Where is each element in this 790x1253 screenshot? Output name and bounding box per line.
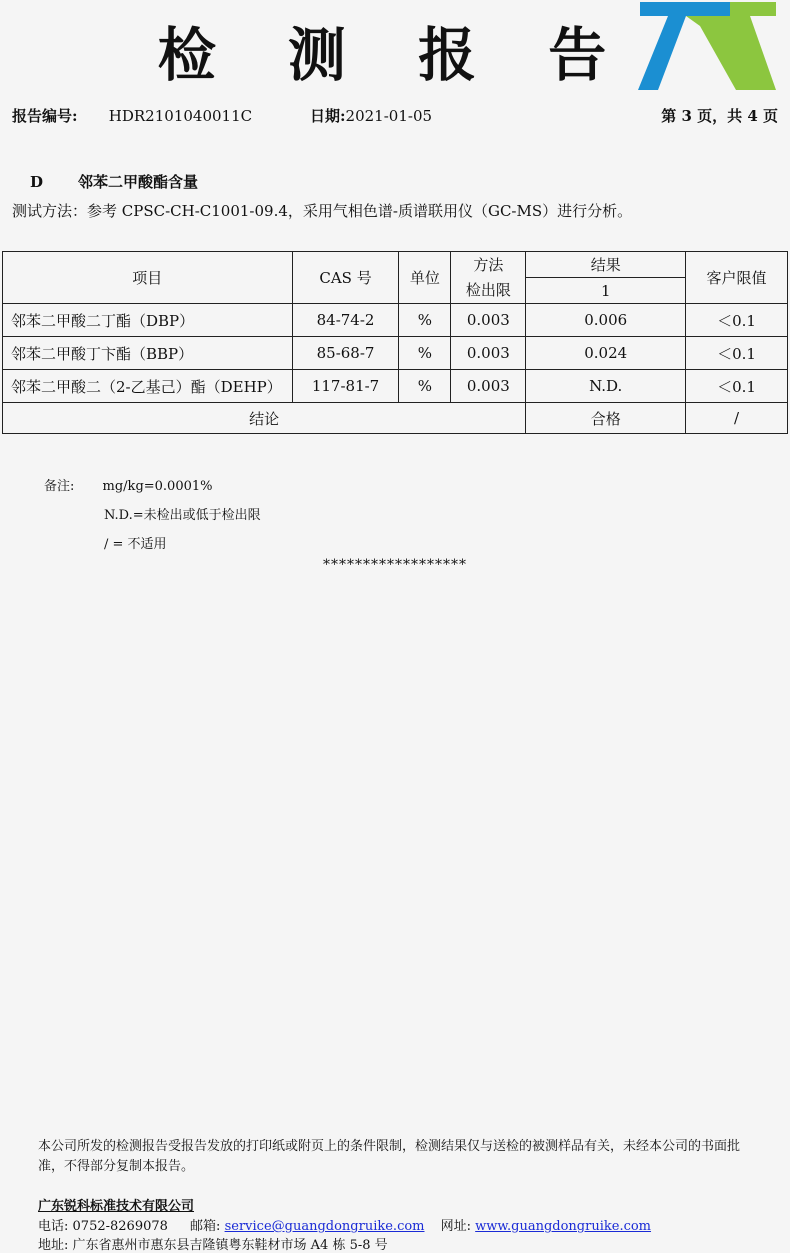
header-result-sample: 1 — [526, 278, 686, 304]
address-label: 地址: — [38, 1238, 69, 1253]
row-limit: ＜0.1 — [686, 304, 788, 337]
report-date — [310, 105, 432, 126]
row-limit: ＜0.1 — [686, 370, 788, 403]
row-mdl: 0.003 — [451, 304, 526, 337]
table-row — [3, 337, 788, 370]
row-result: N.D. — [526, 370, 686, 403]
conclusion-limit: / — [686, 403, 788, 434]
results-table — [2, 251, 788, 434]
report-number — [12, 105, 252, 126]
test-method: 测试方法：参考 CPSC-CH-C1001-09.4，采用气相色谱-质谱联用仪（GC-MS）进行分析。 — [12, 202, 633, 220]
note-line-2: N.D.=未检出或低于检出限 — [104, 508, 261, 523]
row-mdl: 0.003 — [451, 337, 526, 370]
phone-label: 电话: — [38, 1219, 69, 1234]
section-title: 邻苯二甲酸酯含量 — [78, 173, 199, 191]
report-date-value: 2021-01-05 — [345, 107, 433, 125]
row-result: 0.024 — [526, 337, 686, 370]
company-logo — [638, 0, 778, 92]
conclusion-result: 合格 — [526, 403, 686, 434]
note-line-1: mg/kg=0.0001% — [102, 479, 213, 494]
address-line — [38, 1234, 388, 1253]
row-result: 0.006 — [526, 304, 686, 337]
website-link[interactable]: www.guangdongruike.com — [475, 1219, 652, 1234]
row-mdl: 0.003 — [451, 370, 526, 403]
email-label: 邮箱: — [190, 1219, 221, 1234]
table-row — [3, 304, 788, 337]
notes-first-line — [44, 472, 261, 501]
notes — [44, 472, 261, 559]
conclusion-row — [3, 403, 788, 434]
end-marker: ****************** — [323, 557, 467, 573]
contact-line — [38, 1215, 651, 1234]
web-label: 网址: — [440, 1219, 472, 1234]
disclaimer: 本公司所发的检测报告受报告发放的打印纸或附页上的条件限制，检测结果仅与送检的被测样品有关，未经本公司的书面批准，不得部分复制本报告。 — [38, 1139, 741, 1174]
row-item: 邻苯二甲酸二（2-乙基己）酯（DEHP） — [3, 370, 293, 403]
row-item: 邻苯二甲酸丁卞酯（BBP） — [3, 337, 293, 370]
report-date-label: 日期: — [310, 107, 346, 125]
note-line-3: / = 不适用 — [104, 537, 167, 552]
header-cas: CAS 号 — [292, 252, 399, 304]
header-result: 结果 — [526, 252, 686, 278]
row-item: 邻苯二甲酸二丁酯（DBP） — [3, 304, 293, 337]
report-number-value: HDR2101040011C — [108, 107, 253, 125]
row-unit: % — [399, 337, 451, 370]
table-row — [3, 370, 788, 403]
section-heading — [30, 171, 198, 192]
header-item: 项目 — [3, 252, 293, 304]
header-limit: 客户限值 — [686, 252, 788, 304]
row-unit: % — [399, 370, 451, 403]
row-cas: 84-74-2 — [292, 304, 399, 337]
row-cas: 117-81-7 — [292, 370, 399, 403]
address-value: 广东省惠州市惠东县吉隆镇粤东鞋材市场 A4 栋 5-8 号 — [72, 1238, 388, 1253]
email-link[interactable]: service@guangdongruike.com — [224, 1219, 425, 1234]
section-letter: D — [30, 173, 44, 191]
conclusion-label: 结论 — [3, 403, 526, 434]
phone-value: 0752-8269078 — [72, 1219, 168, 1234]
header-mdl — [451, 252, 526, 304]
notes-label: 备注: — [44, 479, 75, 494]
header-mdl-line2: 检出限 — [465, 280, 511, 299]
row-cas: 85-68-7 — [292, 337, 399, 370]
page-info: 第 3 页，共 4 页 — [661, 107, 778, 125]
page-title: 检 测 报 告 — [157, 21, 633, 89]
header-mdl-line1: 方法 — [473, 255, 504, 274]
company-name: 广东锐科标准技术有限公司 — [38, 1199, 195, 1214]
header-unit: 单位 — [399, 252, 451, 304]
table-header-row — [3, 252, 788, 278]
row-unit: % — [399, 304, 451, 337]
report-number-label: 报告编号: — [12, 107, 78, 125]
row-limit: ＜0.1 — [686, 337, 788, 370]
